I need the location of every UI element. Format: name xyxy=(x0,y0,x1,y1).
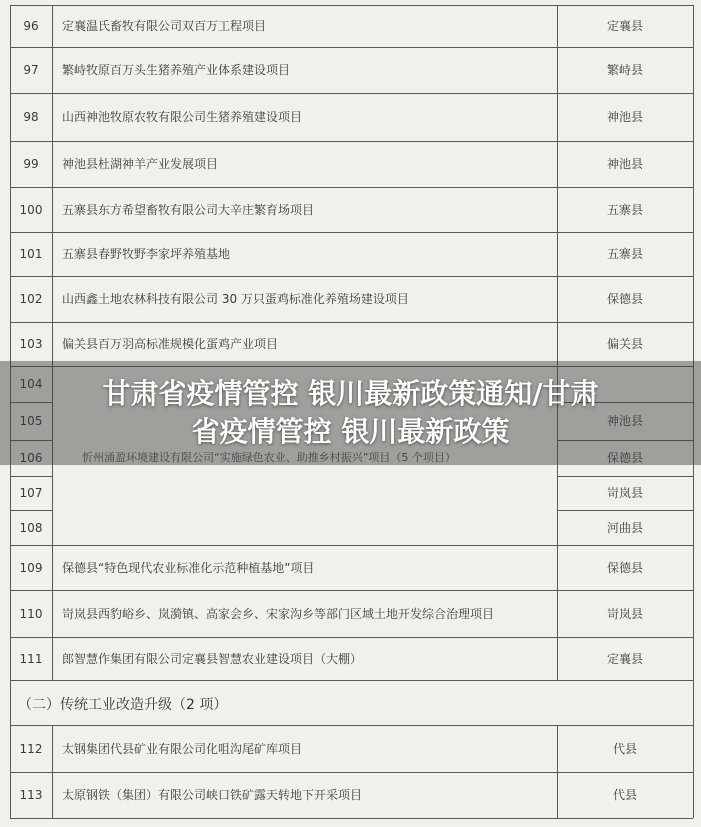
county-name: 定襄县 xyxy=(606,651,643,666)
county-name: 偏关县 xyxy=(606,337,643,351)
county-name: 定襄县 xyxy=(606,19,643,33)
project-name: 太原钢铁（集团）有限公司峡口铁矿露天转地下开采项目 xyxy=(62,788,363,802)
row-number: 112 xyxy=(19,741,43,756)
project-name: 神池县杜湖神羊产业发展项目 xyxy=(62,157,219,171)
overlay-banner xyxy=(0,361,701,465)
county-name: 繁峙县 xyxy=(606,63,643,77)
project-name: 山西神池牧原农牧有限公司生猪养殖建设项目 xyxy=(62,110,303,124)
row-number: 103 xyxy=(19,337,43,351)
merged-project-name: 忻州涌盈环境建设有限公司“实施绿色农业、助推乡村振兴”项目（5 个项目） xyxy=(82,451,456,464)
county-name: 五寨县 xyxy=(606,202,643,217)
county-name: 河曲县 xyxy=(606,520,643,535)
county-name: 五寨县 xyxy=(606,247,643,261)
county-name: 保德县 xyxy=(606,292,643,306)
county-name: 岢岚县 xyxy=(606,606,643,621)
county-name: 神池县 xyxy=(606,110,643,124)
row-number: 113 xyxy=(19,788,43,802)
county-name: 代县 xyxy=(612,741,637,756)
row-number: 107 xyxy=(19,486,43,500)
row-number: 108 xyxy=(19,520,43,535)
county-name: 岢岚县 xyxy=(606,486,643,500)
row-number: 104 xyxy=(19,377,43,391)
project-name: 偏关县百万羽高标准规模化蛋鸡产业项目 xyxy=(62,337,279,351)
row-number: 98 xyxy=(23,110,39,124)
project-name: 繁峙牧原百万头生猪养殖产业体系建设项目 xyxy=(62,63,291,77)
project-name: 山西鑫土地农林科技有限公司 30 万只蛋鸡标准化养殖场建设项目 xyxy=(62,292,409,306)
row-number: 105 xyxy=(19,414,43,428)
project-name: 定襄温氏畜牧有限公司双百万工程项目 xyxy=(62,19,267,33)
row-number: 101 xyxy=(19,247,43,261)
county-name: 神池县 xyxy=(606,414,643,428)
row-number: 110 xyxy=(19,606,43,621)
project-name: 岢岚县西豹峪乡、岚漪镇、高家会乡、宋家沟乡等部门区域土地开发综合治理项目 xyxy=(62,606,495,621)
project-name: 郎智慧作集团有限公司定襄县智慧农业建设项目（大棚） xyxy=(62,651,363,666)
row-number: 111 xyxy=(19,651,43,666)
row-number: 99 xyxy=(23,157,39,171)
county-name: 神池县 xyxy=(606,157,643,171)
section-heading: （二）传统工业改造升级（2 项） xyxy=(18,697,228,713)
row-number: 109 xyxy=(19,560,43,575)
project-name: 太钢集团代县矿业有限公司化咀沟尾矿库项目 xyxy=(62,741,303,756)
row-number: 106 xyxy=(19,451,43,465)
county-name: 代县 xyxy=(612,788,637,802)
project-name: 五寨县东方希望畜牧有限公司大辛庄繁育场项目 xyxy=(62,202,315,217)
row-number: 100 xyxy=(19,202,43,217)
row-number: 96 xyxy=(23,19,39,33)
banner-line-2: 省疫情管控 银川最新政策 xyxy=(191,415,510,448)
project-name: 五寨县春野牧野李家坪养殖基地 xyxy=(62,247,231,261)
banner-line-1: 甘肃省疫情管控 银川最新政策通知/甘肃 xyxy=(102,377,599,410)
row-number: 97 xyxy=(23,63,39,77)
banner-title xyxy=(31,375,671,451)
row-number: 102 xyxy=(19,292,43,306)
county-name: 保德县 xyxy=(606,560,643,575)
county-name: 保德县 xyxy=(606,451,643,465)
project-name: 保德县“特色现代农业标准化示范种植基地”项目 xyxy=(62,560,315,575)
